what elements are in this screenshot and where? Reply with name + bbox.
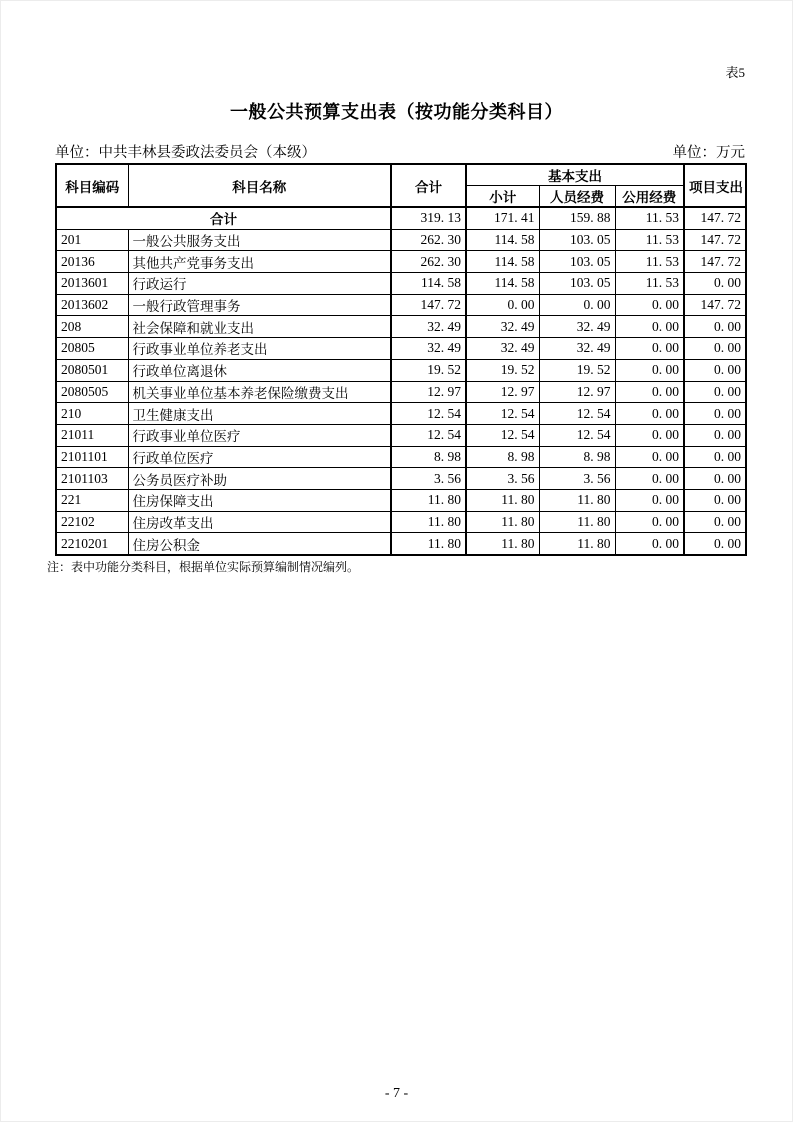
public-funds-value-cell: 0. 00: [615, 468, 684, 490]
header-total: 合计: [391, 164, 466, 207]
personnel-value-cell: 103. 05: [539, 229, 615, 251]
personnel-value-cell: 32. 49: [539, 338, 615, 360]
table-row: [56, 489, 746, 511]
subject-code-cell: 20805: [56, 338, 128, 360]
public-funds-value-cell: 0. 00: [615, 381, 684, 403]
public-funds-value-cell: 0. 00: [615, 446, 684, 468]
basic-subtotal-value-cell: 114. 58: [466, 251, 539, 273]
project-value-cell: 0. 00: [684, 381, 746, 403]
personnel-value-cell: 3. 56: [539, 468, 615, 490]
table-row: [56, 359, 746, 381]
subject-name-cell: 住房保障支出: [128, 489, 391, 511]
basic-subtotal-value-cell: 114. 58: [466, 273, 539, 295]
table-row: [56, 273, 746, 295]
project-value-cell: 147. 72: [684, 229, 746, 251]
total-value-cell: 319. 13: [391, 207, 466, 229]
total-value-cell: 11. 80: [391, 533, 466, 555]
subject-name-cell: 住房改革支出: [128, 511, 391, 533]
basic-subtotal-value-cell: 0. 00: [466, 294, 539, 316]
personnel-value-cell: 11. 80: [539, 489, 615, 511]
basic-subtotal-value-cell: 171. 41: [466, 207, 539, 229]
personnel-value-cell: 0. 00: [539, 294, 615, 316]
subject-name-cell: 行政单位离退休: [128, 359, 391, 381]
expenditure-table: [55, 163, 747, 556]
unit-row: [55, 141, 745, 162]
subject-code-cell: 201: [56, 229, 128, 251]
total-value-cell: 32. 49: [391, 338, 466, 360]
project-value-cell: 0. 00: [684, 338, 746, 360]
table-row: [56, 251, 746, 273]
table-body: [56, 207, 746, 555]
page-title: 一般公共预算支出表（按功能分类科目）: [230, 102, 563, 122]
personnel-value-cell: 32. 49: [539, 316, 615, 338]
subject-name-cell: 卫生健康支出: [128, 403, 391, 425]
public-funds-value-cell: 11. 53: [615, 273, 684, 295]
public-funds-value-cell: 0. 00: [615, 294, 684, 316]
header-subject-name: 科目名称: [128, 164, 391, 207]
public-funds-value-cell: 0. 00: [615, 424, 684, 446]
page-number: - 7 -: [384, 1086, 409, 1101]
public-funds-value-cell: 11. 53: [615, 229, 684, 251]
total-value-cell: 147. 72: [391, 294, 466, 316]
subject-code-cell: 2210201: [56, 533, 128, 555]
total-value-cell: 114. 58: [391, 273, 466, 295]
basic-subtotal-value-cell: 12. 54: [466, 424, 539, 446]
table-row: [56, 381, 746, 403]
personnel-value-cell: 8. 98: [539, 446, 615, 468]
subject-code-cell: 2080505: [56, 381, 128, 403]
header-subject-code: 科目编码: [56, 164, 128, 207]
header-project-expenditure: 项目支出: [684, 164, 746, 207]
table-row: [56, 424, 746, 446]
basic-subtotal-value-cell: 3. 56: [466, 468, 539, 490]
total-value-cell: 12. 97: [391, 381, 466, 403]
table-row: [56, 533, 746, 555]
total-value-cell: 11. 80: [391, 489, 466, 511]
subject-name-cell: 住房公积金: [128, 533, 391, 555]
subject-code-cell: 221: [56, 489, 128, 511]
personnel-value-cell: 11. 80: [539, 511, 615, 533]
table-row: [56, 338, 746, 360]
total-value-cell: 19. 52: [391, 359, 466, 381]
basic-subtotal-value-cell: 12. 54: [466, 403, 539, 425]
table-row: [56, 511, 746, 533]
project-value-cell: 0. 00: [684, 273, 746, 295]
public-funds-value-cell: 11. 53: [615, 251, 684, 273]
basic-subtotal-value-cell: 12. 97: [466, 381, 539, 403]
total-value-cell: 8. 98: [391, 446, 466, 468]
basic-subtotal-value-cell: 11. 80: [466, 489, 539, 511]
table-section: [47, 163, 745, 575]
subject-code-cell: 210: [56, 403, 128, 425]
subject-name-cell: 一般行政管理事务: [128, 294, 391, 316]
subject-code-cell: 21011: [56, 424, 128, 446]
basic-subtotal-value-cell: 32. 49: [466, 316, 539, 338]
subject-code-cell: 2101101: [56, 446, 128, 468]
subject-code-cell: 2080501: [56, 359, 128, 381]
public-funds-value-cell: 0. 00: [615, 489, 684, 511]
subject-name-cell: 行政单位医疗: [128, 446, 391, 468]
project-value-cell: 147. 72: [684, 251, 746, 273]
subject-name-cell: 其他共产党事务支出: [128, 251, 391, 273]
project-value-cell: 0. 00: [684, 489, 746, 511]
public-funds-value-cell: 0. 00: [615, 359, 684, 381]
total-value-cell: 12. 54: [391, 424, 466, 446]
subject-code-cell: 22102: [56, 511, 128, 533]
personnel-value-cell: 103. 05: [539, 273, 615, 295]
public-funds-value-cell: 11. 53: [615, 207, 684, 229]
personnel-value-cell: 159. 88: [539, 207, 615, 229]
project-value-cell: 0. 00: [684, 511, 746, 533]
total-value-cell: 262. 30: [391, 251, 466, 273]
table-row: [56, 207, 746, 229]
basic-subtotal-value-cell: 11. 80: [466, 511, 539, 533]
table-row: [56, 229, 746, 251]
basic-subtotal-value-cell: 8. 98: [466, 446, 539, 468]
basic-subtotal-value-cell: 114. 58: [466, 229, 539, 251]
basic-subtotal-value-cell: 19. 52: [466, 359, 539, 381]
subject-name-cell: 社会保障和就业支出: [128, 316, 391, 338]
total-value-cell: 32. 49: [391, 316, 466, 338]
subject-name-cell: 行政事业单位养老支出: [128, 338, 391, 360]
subject-name-cell: 行政运行: [128, 273, 391, 295]
public-funds-value-cell: 0. 00: [615, 338, 684, 360]
personnel-value-cell: 103. 05: [539, 251, 615, 273]
table-row: [56, 446, 746, 468]
table-row: [56, 468, 746, 490]
project-value-cell: 0. 00: [684, 403, 746, 425]
total-value-cell: 12. 54: [391, 403, 466, 425]
subject-name-cell: 机关事业单位基本养老保险缴费支出: [128, 381, 391, 403]
subject-code-cell: 20136: [56, 251, 128, 273]
personnel-value-cell: 12. 97: [539, 381, 615, 403]
personnel-value-cell: 11. 80: [539, 533, 615, 555]
public-funds-value-cell: 0. 00: [615, 316, 684, 338]
project-value-cell: 0. 00: [684, 446, 746, 468]
personnel-value-cell: 12. 54: [539, 403, 615, 425]
subject-code-cell: 208: [56, 316, 128, 338]
public-funds-value-cell: 0. 00: [615, 511, 684, 533]
table-row: [56, 403, 746, 425]
table-row: [56, 316, 746, 338]
subject-name-cell: 行政事业单位医疗: [128, 424, 391, 446]
project-value-cell: 0. 00: [684, 424, 746, 446]
project-value-cell: 0. 00: [684, 316, 746, 338]
project-value-cell: 147. 72: [684, 207, 746, 229]
basic-subtotal-value-cell: 11. 80: [466, 533, 539, 555]
project-value-cell: 147. 72: [684, 294, 746, 316]
table-row: [56, 294, 746, 316]
table-note: 注：表中功能分类科目，根据单位实际预算编制情况编列。: [47, 560, 360, 574]
table-number-label: 表5: [725, 65, 745, 80]
subject-name-cell: 合计: [56, 207, 391, 229]
subject-code-cell: 2013601: [56, 273, 128, 295]
personnel-value-cell: 19. 52: [539, 359, 615, 381]
subject-name-cell: 公务员医疗补助: [128, 468, 391, 490]
header-basic-subtotal: 小计: [466, 186, 539, 208]
header-basic-expenditure-group: 基本支出: [466, 164, 684, 186]
total-value-cell: 3. 56: [391, 468, 466, 490]
basic-subtotal-value-cell: 32. 49: [466, 338, 539, 360]
subject-code-cell: 2013602: [56, 294, 128, 316]
subject-code-cell: 2101103: [56, 468, 128, 490]
subject-name-cell: 一般公共服务支出: [128, 229, 391, 251]
table-header: [56, 164, 746, 207]
total-value-cell: 262. 30: [391, 229, 466, 251]
public-funds-value-cell: 0. 00: [615, 533, 684, 555]
personnel-value-cell: 12. 54: [539, 424, 615, 446]
header-personnel-funds: 人员经费: [539, 186, 615, 208]
unit-currency-label: 单位：万元: [672, 145, 745, 161]
project-value-cell: 0. 00: [684, 468, 746, 490]
project-value-cell: 0. 00: [684, 359, 746, 381]
header-public-funds: 公用经费: [615, 186, 684, 208]
public-funds-value-cell: 0. 00: [615, 403, 684, 425]
unit-name-label: 单位：中共丰林县委政法委员会（本级）: [55, 145, 316, 161]
total-value-cell: 11. 80: [391, 511, 466, 533]
project-value-cell: 0. 00: [684, 533, 746, 555]
